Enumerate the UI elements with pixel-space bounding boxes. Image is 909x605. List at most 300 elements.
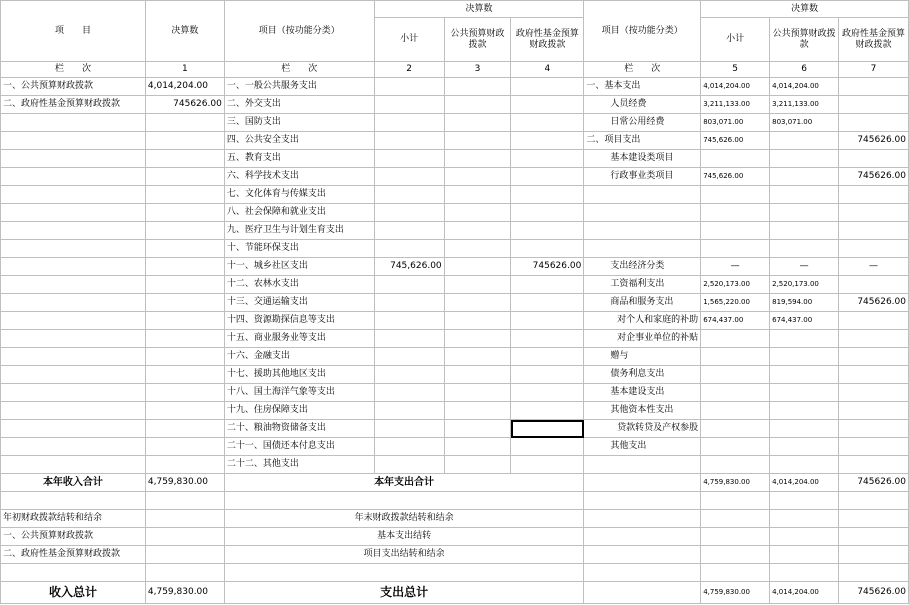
cell-income-value: 745626.00 — [145, 96, 224, 114]
cell — [145, 528, 224, 546]
cell-income-value: 4,014,204.00 — [145, 78, 224, 96]
table-row — [1, 150, 909, 168]
cell-gov-fund — [511, 276, 584, 294]
cell-gov-fund-2 — [839, 276, 909, 294]
table-row — [1, 78, 909, 96]
cell-gov-fund-2 — [839, 96, 909, 114]
cell — [145, 564, 224, 582]
cell-subtotal — [374, 366, 444, 384]
cell-public-budget-2 — [770, 456, 839, 474]
cell-subtotal-2: 4,014,204.00 — [701, 78, 770, 96]
column-index: 1 — [145, 62, 224, 78]
cell-income-item — [1, 240, 146, 258]
header-item: 项 目 — [1, 1, 146, 62]
grand-income-value: 4,759,830.00 — [145, 582, 224, 604]
cell-income-item — [1, 384, 146, 402]
cell-expense-item: 日常公用经费 — [584, 114, 701, 132]
cell-income-item — [1, 114, 146, 132]
header-actual: 决算数 — [145, 1, 224, 62]
cell-gov-fund — [511, 150, 584, 168]
cell — [1, 492, 146, 510]
cell — [839, 528, 909, 546]
cell — [770, 510, 839, 528]
cell — [770, 564, 839, 582]
cell-gov-fund-2 — [839, 384, 909, 402]
cell-gov-fund-2 — [839, 150, 909, 168]
cell-public-budget — [444, 348, 511, 366]
cell-gov-fund — [511, 312, 584, 330]
expense-total-subtotal: 4,759,830.00 — [701, 474, 770, 492]
cell-gov-fund — [511, 222, 584, 240]
cell-income-item — [1, 204, 146, 222]
cell-public-budget-2: — — [770, 258, 839, 276]
cell — [584, 492, 701, 510]
cell-income-item — [1, 438, 146, 456]
income-total-value: 4,759,830.00 — [145, 474, 224, 492]
cell-subtotal: 745,626.00 — [374, 258, 444, 276]
cell-subtotal — [374, 114, 444, 132]
cell-subtotal — [374, 348, 444, 366]
cell-subtotal — [374, 132, 444, 150]
cell-function-item: 十五、商业服务业等支出 — [224, 330, 374, 348]
cell-subtotal — [374, 420, 444, 438]
table-row — [1, 222, 909, 240]
cell — [584, 582, 701, 604]
cell-public-budget — [444, 78, 511, 96]
cell-gov-fund — [511, 132, 584, 150]
cell-public-budget-2 — [770, 420, 839, 438]
cell-public-budget — [444, 150, 511, 168]
cell-subtotal-2: 2,520,173.00 — [701, 276, 770, 294]
cell-gov-fund-2 — [839, 240, 909, 258]
cell — [584, 564, 701, 582]
cell-income-item — [1, 312, 146, 330]
cell-gov-fund-2 — [839, 402, 909, 420]
cell-function-item: 十三、交通运输支出 — [224, 294, 374, 312]
cell — [770, 492, 839, 510]
cell-public-budget-2: 674,437.00 — [770, 312, 839, 330]
cell — [770, 528, 839, 546]
cell-public-budget — [444, 186, 511, 204]
cell-income-item — [1, 294, 146, 312]
header-subtotal-2: 小计 — [701, 18, 770, 62]
cell-income-item — [1, 186, 146, 204]
cell-gov-fund — [511, 204, 584, 222]
cell-expense-item: 其他资本性支出 — [584, 402, 701, 420]
cell-income-item: 一、公共预算财政拨款 — [1, 78, 146, 96]
cell-subtotal-2 — [701, 330, 770, 348]
cell-income-item — [1, 258, 146, 276]
cell-function-item: 七、文化体育与传媒支出 — [224, 186, 374, 204]
cell — [701, 564, 770, 582]
cell-subtotal — [374, 186, 444, 204]
table-row — [1, 240, 909, 258]
carry-begin-label: 年初财政拨款结转和结余 — [1, 510, 146, 528]
cell — [224, 564, 583, 582]
cell-function-item: 十、节能环保支出 — [224, 240, 374, 258]
cell-subtotal — [374, 330, 444, 348]
cell-expense-item — [584, 222, 701, 240]
cell-gov-fund-2 — [839, 312, 909, 330]
income-total-label: 本年收入合计 — [1, 474, 146, 492]
table-row — [1, 276, 909, 294]
cell-subtotal — [374, 222, 444, 240]
cell — [145, 492, 224, 510]
cell-gov-fund — [511, 438, 584, 456]
table-row — [1, 420, 909, 438]
cell — [584, 528, 701, 546]
grand-income-label: 收入总计 — [1, 582, 146, 604]
header-subtotal: 小计 — [374, 18, 444, 62]
cell-public-budget-2: 819,594.00 — [770, 294, 839, 312]
header-item-func: 项目（按功能分类） — [224, 1, 374, 62]
cell-subtotal-2: 745,626.00 — [701, 168, 770, 186]
cell-public-budget-2 — [770, 402, 839, 420]
cell-public-budget — [444, 402, 511, 420]
cell-public-budget-2 — [770, 366, 839, 384]
grand-expense-public: 4,014,204.00 — [770, 582, 839, 604]
cell-function-item: 二十二、其他支出 — [224, 456, 374, 474]
cell-public-budget — [444, 420, 511, 438]
cell-gov-fund — [511, 330, 584, 348]
cell-public-budget — [444, 222, 511, 240]
cell-gov-fund-2 — [839, 114, 909, 132]
cell-expense-item: 支出经济分类 — [584, 258, 701, 276]
cell — [584, 510, 701, 528]
cell-gov-fund-2 — [839, 348, 909, 366]
cell-subtotal — [374, 240, 444, 258]
cell — [701, 492, 770, 510]
table-row — [1, 312, 909, 330]
cell-expense-item — [584, 186, 701, 204]
cell-expense-item: 二、项目支出 — [584, 132, 701, 150]
cell-subtotal-2 — [701, 456, 770, 474]
cell-expense-item: 一、基本支出 — [584, 78, 701, 96]
cell-public-budget-2 — [770, 168, 839, 186]
cell-function-item: 二、外交支出 — [224, 96, 374, 114]
cell-gov-fund — [511, 384, 584, 402]
cell-expense-item: 基本建设类项目 — [584, 150, 701, 168]
column-index-label: 栏 次 — [584, 62, 701, 78]
column-index: 3 — [444, 62, 511, 78]
cell-income-value — [145, 384, 224, 402]
cell-gov-fund-2 — [839, 456, 909, 474]
cell — [839, 546, 909, 564]
cell-function-item: 十七、援助其他地区支出 — [224, 366, 374, 384]
cell — [701, 510, 770, 528]
cell-subtotal-2: 745,626.00 — [701, 132, 770, 150]
cell-public-budget — [444, 312, 511, 330]
cell-subtotal-2 — [701, 204, 770, 222]
cell-expense-item: 行政事业类项目 — [584, 168, 701, 186]
cell-income-value — [145, 402, 224, 420]
cell-expense-item: 其他支出 — [584, 438, 701, 456]
cell-subtotal — [374, 438, 444, 456]
cell-subtotal-2: 674,437.00 — [701, 312, 770, 330]
cell-expense-item: 赠与 — [584, 348, 701, 366]
cell-income-item — [1, 222, 146, 240]
cell-subtotal-2 — [701, 402, 770, 420]
column-index: 7 — [839, 62, 909, 78]
cell-subtotal — [374, 78, 444, 96]
cell-income-value — [145, 330, 224, 348]
expense-total-fund: 745626.00 — [839, 474, 909, 492]
cell-subtotal — [374, 456, 444, 474]
cell-function-item: 十八、国土海洋气象等支出 — [224, 384, 374, 402]
cell-function-item: 八、社会保障和就业支出 — [224, 204, 374, 222]
cell-subtotal — [374, 276, 444, 294]
cell-expense-item: 商品和服务支出 — [584, 294, 701, 312]
cell-gov-fund-2 — [839, 186, 909, 204]
cell-income-value — [145, 150, 224, 168]
cell-function-item: 一、一般公共服务支出 — [224, 78, 374, 96]
cell-public-budget — [444, 114, 511, 132]
cell-public-budget — [444, 258, 511, 276]
cell-gov-fund — [511, 348, 584, 366]
cell-function-item: 二十、粮油物资储备支出 — [224, 420, 374, 438]
carry-fund-label: 二、政府性基金预算财政拨款 — [1, 546, 146, 564]
cell-function-item: 五、教育支出 — [224, 150, 374, 168]
cell-income-value — [145, 168, 224, 186]
cell-income-value — [145, 312, 224, 330]
cell-income-value — [145, 222, 224, 240]
cell-income-item — [1, 132, 146, 150]
cell-subtotal — [374, 402, 444, 420]
cell — [701, 528, 770, 546]
table-row — [1, 348, 909, 366]
cell — [770, 546, 839, 564]
cell-public-budget — [444, 204, 511, 222]
cell — [584, 474, 701, 492]
cell-gov-fund — [511, 168, 584, 186]
cell-public-budget-2 — [770, 348, 839, 366]
cell-function-item: 二十一、国债还本付息支出 — [224, 438, 374, 456]
table-row — [1, 186, 909, 204]
cell-gov-fund-2 — [839, 78, 909, 96]
cell-gov-fund — [511, 294, 584, 312]
carry-project-label: 项目支出结转和结余 — [224, 546, 583, 564]
table-row — [1, 96, 909, 114]
cell-expense-item: 人员经费 — [584, 96, 701, 114]
cell-gov-fund-2 — [839, 366, 909, 384]
cell-gov-fund-2: 745626.00 — [839, 168, 909, 186]
cell-function-item: 六、科学技术支出 — [224, 168, 374, 186]
cell-expense-item: 贷款转贷及产权参股 — [584, 420, 701, 438]
cell-gov-fund-2: 745626.00 — [839, 294, 909, 312]
cell-subtotal — [374, 384, 444, 402]
table-row — [1, 294, 909, 312]
cell-subtotal — [374, 150, 444, 168]
column-index: 4 — [511, 62, 584, 78]
cell-gov-fund-2 — [839, 330, 909, 348]
cell-gov-fund-2 — [839, 438, 909, 456]
cell — [839, 492, 909, 510]
cell-subtotal-2 — [701, 420, 770, 438]
cell-gov-fund — [511, 240, 584, 258]
cell-gov-fund — [511, 78, 584, 96]
table-row — [1, 402, 909, 420]
cell-function-item: 四、公共安全支出 — [224, 132, 374, 150]
cell — [145, 510, 224, 528]
table-row — [1, 114, 909, 132]
cell-public-budget — [444, 276, 511, 294]
cell-subtotal-2: 1,565,220.00 — [701, 294, 770, 312]
cell — [1, 564, 146, 582]
cell-expense-item: 基本建设支出 — [584, 384, 701, 402]
cell-income-value — [145, 276, 224, 294]
expense-total-label: 本年支出合计 — [224, 474, 583, 492]
cell-subtotal — [374, 96, 444, 114]
cell-public-budget-2 — [770, 384, 839, 402]
cell-public-budget-2 — [770, 438, 839, 456]
cell-public-budget-2: 803,071.00 — [770, 114, 839, 132]
cell-gov-fund-2: 745626.00 — [839, 132, 909, 150]
cell-subtotal — [374, 312, 444, 330]
cell-gov-fund — [511, 420, 584, 438]
header-gov-fund-2: 政府性基金预算财政拨款 — [839, 18, 909, 62]
cell — [224, 492, 583, 510]
table-row — [1, 204, 909, 222]
cell-subtotal-2 — [701, 438, 770, 456]
cell-income-value — [145, 204, 224, 222]
cell — [839, 564, 909, 582]
cell-expense-item — [584, 240, 701, 258]
cell-income-item — [1, 348, 146, 366]
cell-function-item: 九、医疗卫生与计划生育支出 — [224, 222, 374, 240]
cell-expense-item — [584, 204, 701, 222]
cell-gov-fund — [511, 96, 584, 114]
cell-gov-fund-2 — [839, 420, 909, 438]
carry-public-label: 一、公共预算财政拨款 — [1, 528, 146, 546]
carry-basic-label: 基本支出结转 — [224, 528, 583, 546]
cell-income-value — [145, 114, 224, 132]
table-row — [1, 330, 909, 348]
cell-subtotal-2: — — [701, 258, 770, 276]
header-public-budget: 公共预算财政拨款 — [444, 18, 511, 62]
header-public-budget-2: 公共预算财政拨款 — [770, 18, 839, 62]
cell-public-budget-2 — [770, 222, 839, 240]
cell-public-budget — [444, 330, 511, 348]
header-gov-fund: 政府性基金预算财政拨款 — [511, 18, 584, 62]
cell-function-item: 十二、农林水支出 — [224, 276, 374, 294]
cell-subtotal-2 — [701, 186, 770, 204]
cell-gov-fund — [511, 456, 584, 474]
column-index: 5 — [701, 62, 770, 78]
carry-end-label: 年末财政拨款结转和结余 — [224, 510, 583, 528]
cell-gov-fund: 745626.00 — [511, 258, 584, 276]
cell-public-budget-2 — [770, 150, 839, 168]
column-index: 6 — [770, 62, 839, 78]
cell-gov-fund — [511, 186, 584, 204]
cell-income-item — [1, 366, 146, 384]
grand-expense-fund: 745626.00 — [839, 582, 909, 604]
cell-subtotal — [374, 204, 444, 222]
cell-income-item — [1, 276, 146, 294]
cell — [839, 510, 909, 528]
cell-expense-item: 对个人和家庭的补助 — [584, 312, 701, 330]
cell — [584, 546, 701, 564]
cell-public-budget — [444, 384, 511, 402]
cell-public-budget-2 — [770, 330, 839, 348]
cell-expense-item: 债务利息支出 — [584, 366, 701, 384]
cell-income-item — [1, 456, 146, 474]
column-index-label: 栏 次 — [1, 62, 146, 78]
cell-function-item: 十六、金融支出 — [224, 348, 374, 366]
cell-public-budget-2 — [770, 186, 839, 204]
cell-income-value — [145, 456, 224, 474]
cell-expense-item: 工资福利支出 — [584, 276, 701, 294]
cell-public-budget — [444, 240, 511, 258]
cell-subtotal-2 — [701, 348, 770, 366]
grand-expense-label: 支出总计 — [224, 582, 583, 604]
cell — [701, 546, 770, 564]
cell-public-budget — [444, 456, 511, 474]
cell-gov-fund — [511, 402, 584, 420]
table-row — [1, 456, 909, 474]
cell-income-value — [145, 366, 224, 384]
cell-public-budget — [444, 438, 511, 456]
cell-income-item: 二、政府性基金预算财政拨款 — [1, 96, 146, 114]
cell-public-budget — [444, 132, 511, 150]
cell-gov-fund-2 — [839, 204, 909, 222]
cell-subtotal-2 — [701, 384, 770, 402]
header-group-actual-2: 决算数 — [701, 1, 909, 18]
table-row — [1, 168, 909, 186]
cell-public-budget-2 — [770, 240, 839, 258]
cell-gov-fund — [511, 366, 584, 384]
cell-income-item — [1, 402, 146, 420]
cell-function-item: 三、国防支出 — [224, 114, 374, 132]
cell-subtotal-2 — [701, 366, 770, 384]
cell-function-item: 十一、城乡社区支出 — [224, 258, 374, 276]
cell-subtotal-2: 803,071.00 — [701, 114, 770, 132]
cell-income-item — [1, 330, 146, 348]
cell-function-item: 十四、资源勘探信息等支出 — [224, 312, 374, 330]
cell-income-item — [1, 168, 146, 186]
cell-subtotal — [374, 294, 444, 312]
cell-public-budget — [444, 366, 511, 384]
cell-function-item: 十九、住房保障支出 — [224, 402, 374, 420]
cell-income-value — [145, 258, 224, 276]
cell-subtotal-2 — [701, 150, 770, 168]
cell-subtotal-2: 3,211,133.00 — [701, 96, 770, 114]
cell-subtotal-2 — [701, 240, 770, 258]
grand-expense-subtotal: 4,759,830.00 — [701, 582, 770, 604]
cell — [145, 546, 224, 564]
cell-public-budget-2 — [770, 132, 839, 150]
cell-expense-item — [584, 456, 701, 474]
cell-income-value — [145, 294, 224, 312]
cell-public-budget-2: 2,520,173.00 — [770, 276, 839, 294]
cell-public-budget-2: 4,014,204.00 — [770, 78, 839, 96]
column-index-label: 栏 次 — [224, 62, 374, 78]
cell-public-budget-2 — [770, 204, 839, 222]
cell-income-value — [145, 420, 224, 438]
cell-gov-fund-2: — — [839, 258, 909, 276]
cell-public-budget — [444, 168, 511, 186]
cell-public-budget — [444, 294, 511, 312]
cell-income-item — [1, 150, 146, 168]
table-row — [1, 366, 909, 384]
header-item-func-2: 项目（按功能分类） — [584, 1, 701, 62]
cell-income-value — [145, 132, 224, 150]
cell-expense-item: 对企事业单位的补贴 — [584, 330, 701, 348]
table-row — [1, 438, 909, 456]
cell-income-value — [145, 240, 224, 258]
cell-subtotal-2 — [701, 222, 770, 240]
cell-income-item — [1, 420, 146, 438]
cell-gov-fund — [511, 114, 584, 132]
